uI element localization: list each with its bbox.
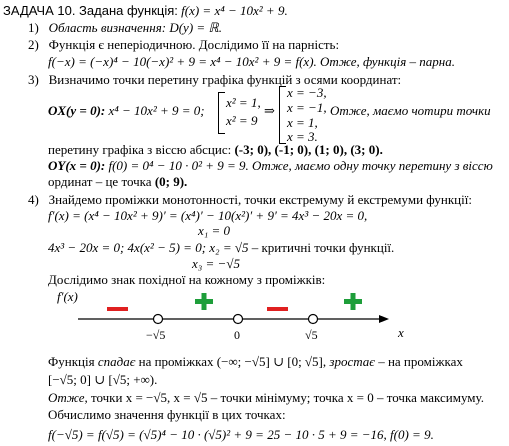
axis-arrow-icon: [379, 315, 389, 323]
mono-l3b: точки x = −√5, x = √5 – точки мінімуму; точка x = 0 – точка максимуму.: [90, 390, 484, 405]
step-2: [28, 37, 339, 53]
step-2-text: Функція є неперіодичною. Дослідимо її на парність:: [48, 37, 340, 52]
axis-x-label: x: [398, 325, 404, 340]
system-2-row-1: x = −3,: [287, 85, 327, 100]
step-1-text: Область визначення:: [48, 20, 167, 35]
critical-points-text: – критичні точки функції.: [251, 240, 395, 255]
ox-label: OX(y = 0):: [48, 103, 106, 118]
step-3-text: Визначимо точки перетину графіка функцій з осями координат:: [48, 72, 402, 87]
system-2-row-3: x = 1,: [287, 115, 318, 130]
ox-conclusion: Отже, маємо чотири точки: [330, 103, 491, 118]
oy-point: (0; 9).: [154, 174, 188, 189]
system-1-row-2: x² = 9: [226, 113, 258, 128]
implies-arrow: ⇒: [264, 103, 275, 118]
mono-decreasing: спадає: [97, 354, 136, 369]
ox-equation: x⁴ − 10x² + 9 = 0;: [108, 103, 205, 118]
mono-increasing: зростає: [329, 354, 375, 369]
ox-line-2: перетину графіка з віссю абсцис:: [48, 142, 232, 157]
mono-l1c: – на проміжках: [378, 354, 463, 369]
step-2-equation-line: [48, 54, 455, 70]
step-4-number: 4): [28, 192, 39, 207]
oy-point-line: [48, 174, 187, 190]
step-4: [28, 192, 472, 208]
minus-sign-icon: [107, 307, 128, 311]
step-2-conclusion: Отже, функція – парна.: [320, 54, 455, 69]
tick-zero: 0: [234, 328, 240, 342]
factorization-line: [48, 240, 394, 256]
root-x1: x₁ = 0: [198, 223, 231, 238]
monotonicity-line-1: [48, 354, 463, 370]
oy-label: OY(x = 0):: [48, 158, 106, 173]
ox-equation-line: [48, 103, 205, 119]
oy-equation: f(0) = 0⁴ − 10 · 0² + 9 = 9.: [108, 158, 249, 173]
compute-values-text: Обчислимо значення функції в цих точках:: [48, 407, 286, 422]
factorization: 4x³ − 20x = 0; 4x(x² − 5) = 0; x₂ = √5: [48, 240, 249, 255]
task-function: f(x) = x⁴ − 10x² + 9.: [181, 3, 288, 18]
critical-point-zero: [234, 315, 243, 324]
step-3-number: 3): [28, 72, 39, 87]
root-x3: x₃ = −√5: [192, 256, 240, 271]
plus-sign-icon-vertical: [351, 293, 356, 310]
ox-points-line: [48, 142, 383, 158]
mono-l3a: Отже,: [48, 390, 88, 405]
system-1-row-1: x² = 1,: [226, 95, 261, 110]
step-1: [28, 20, 222, 36]
minus-sign-icon: [267, 307, 288, 311]
mono-l1a: Функція: [48, 354, 95, 369]
oy-conclusion: Отже, маємо одну точку перетину з віссю: [252, 158, 493, 173]
derivative: f′(x) = (x⁴ − 10x² + 9)′ = (x⁴)′ − 10(x²)′ + 9′ = 4x³ − 20x = 0,: [48, 208, 368, 223]
step-1-value: D(y) = ℝ.: [169, 20, 222, 35]
tick-minus-sqrt5: −√5: [146, 328, 166, 342]
critical-point-minus-sqrt5: [154, 315, 163, 324]
sign-diagram: [0, 286, 509, 346]
step-2-number: 2): [28, 37, 39, 52]
step-4-text: Знайдемо проміжки монотонності, точки екстремуму й екстремуми функції:: [48, 192, 472, 207]
fprime-label: f′(x): [57, 289, 78, 304]
oy-line-2: ординат – це точка: [48, 174, 152, 189]
task-title: ЗАДАЧА 10. Задана функція:: [3, 3, 178, 18]
ox-points: (-3; 0), (-1; 0), (1; 0), (3; 0).: [234, 142, 383, 157]
step-1-number: 1): [28, 20, 39, 35]
plus-sign-icon-vertical: [202, 293, 207, 310]
system-2-row-4: x = 3.: [287, 129, 318, 144]
tick-sqrt5: √5: [305, 328, 318, 342]
monotonicity-line-2: [−√5; 0] ∪ [√5; +∞).: [48, 372, 158, 387]
sign-study-text: Дослідимо знак похідної на кожному з проміжків:: [48, 272, 326, 287]
critical-point-sqrt5: [309, 315, 318, 324]
system-bracket-1: [218, 92, 225, 134]
oy-line: [48, 158, 493, 174]
extremum-line: [48, 390, 484, 406]
system-2-row-2: x = −1,: [287, 100, 327, 115]
system-bracket-2: [279, 86, 286, 144]
step-2-equation: f(−x) = (−x)⁴ − 10(−x)² + 9 = x⁴ − 10x² + 9 = f(x).: [48, 54, 317, 69]
mono-l1b: на проміжках (−∞; −√5] ∪ [0; √5],: [138, 354, 327, 369]
function-values: f(−√5) = f(√5) = (√5)⁴ − 10 · (√5)² + 9 = 25 − 10 · 5 + 9 = −16, f(0) = 9.: [48, 427, 434, 442]
step-3: [28, 72, 401, 88]
task-title-line: [3, 3, 288, 19]
